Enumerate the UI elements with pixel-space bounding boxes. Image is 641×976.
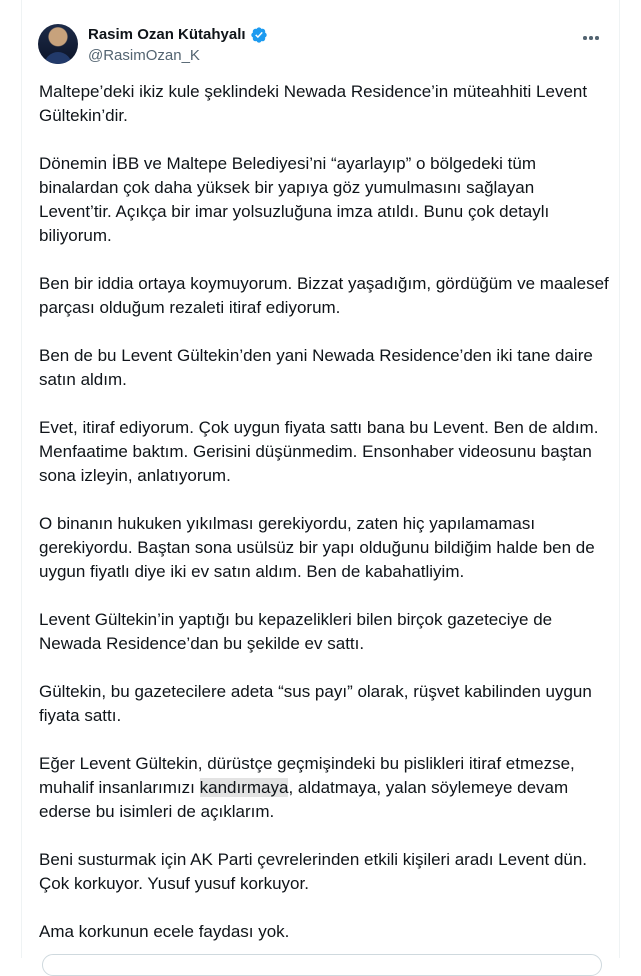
author-handle[interactable]: @RasimOzan_K bbox=[88, 47, 200, 64]
tweet-card bbox=[21, 0, 620, 958]
tweet-paragraph: Maltepe’deki ikiz kule şeklindeki Newada Residence’in müteahhiti Levent Gültekin’dir. bbox=[39, 82, 588, 125]
author-name[interactable]: Rasim Ozan Kütahyalı bbox=[88, 26, 246, 43]
text-segment: Eğer Levent Gültekin, dürüstçe geçmişindeki bu pislikleri itiraf etmezse, muhalif insanlarımızı bbox=[39, 754, 575, 797]
highlighted-word: kandırmaya bbox=[199, 778, 289, 797]
verified-badge-icon bbox=[250, 26, 268, 44]
tweet-paragraph: Beni susturmak için AK Parti çevrelerinden etkili kişileri aradı Levent dün. Çok korkuyor. Yusuf yusuf korkuyor. bbox=[39, 850, 588, 893]
tweet-paragraph: Dönemin İBB ve Maltepe Belediyesi’ni “ayarlayıp” o bölgedeki tüm binalardan çok daha yüksek bir yapıya göz yumulmasını sağlayan Levent’tir. Açıkça bir imar yolsuzluğuna imza atıldı. Bunu çok detaylı biliyorum. bbox=[39, 154, 550, 245]
more-options-button[interactable] bbox=[579, 26, 603, 50]
avatar[interactable] bbox=[38, 24, 78, 64]
author-block bbox=[88, 25, 268, 66]
tweet-paragraph: Ama korkunun ecele faydası yok. bbox=[39, 922, 290, 941]
more-horizontal-icon bbox=[583, 36, 587, 40]
tweet-paragraph: Ben bir iddia ortaya koymuyorum. Bizzat yaşadığım, gördüğüm ve maalesef parçası olduğum rezaleti itiraf ediyorum. bbox=[39, 274, 609, 317]
tweet-paragraph: Evet, itiraf ediyorum. Çok uygun fiyata sattı bana bu Levent. Ben de aldım. Menfaatime baktım. Gerisini düşünmedim. Ensonhaber videosunu baştan sona izleyin, anlatıyorum. bbox=[39, 418, 599, 485]
tweet-paragraph: Levent Gültekin’in yaptığı bu kepazelikleri bilen birçok gazeteciye de Newada Residence’dan bu şekilde ev sattı. bbox=[39, 610, 553, 653]
tweet-text bbox=[39, 80, 611, 968]
tweet-paragraph bbox=[39, 752, 611, 824]
tweet-paragraph: Ben de bu Levent Gültekin’den yani Newada Residence’den iki tane daire satın aldım. bbox=[39, 346, 593, 389]
tweet-paragraph: Gültekin, bu gazetecilere adeta “sus payı” olarak, rüşvet kabilinden uygun fiyata sattı. bbox=[39, 682, 592, 725]
quoted-content-box[interactable] bbox=[42, 954, 602, 976]
tweet-paragraph: O binanın hukuken yıkılması gerekiyordu, zaten hiç yapılamaması gerekiyordu. Baştan sona usülsüz bir yapı olduğunu bildiğim halde ben de uygun fiyatlı diye iki ev satın aldım. Ben de kabahatliyim. bbox=[39, 514, 595, 581]
tweet-header bbox=[38, 24, 607, 68]
text-segment: , aldatmaya, yalan söylemeye devam ederse bu isimleri de açıklarım. bbox=[39, 778, 569, 821]
